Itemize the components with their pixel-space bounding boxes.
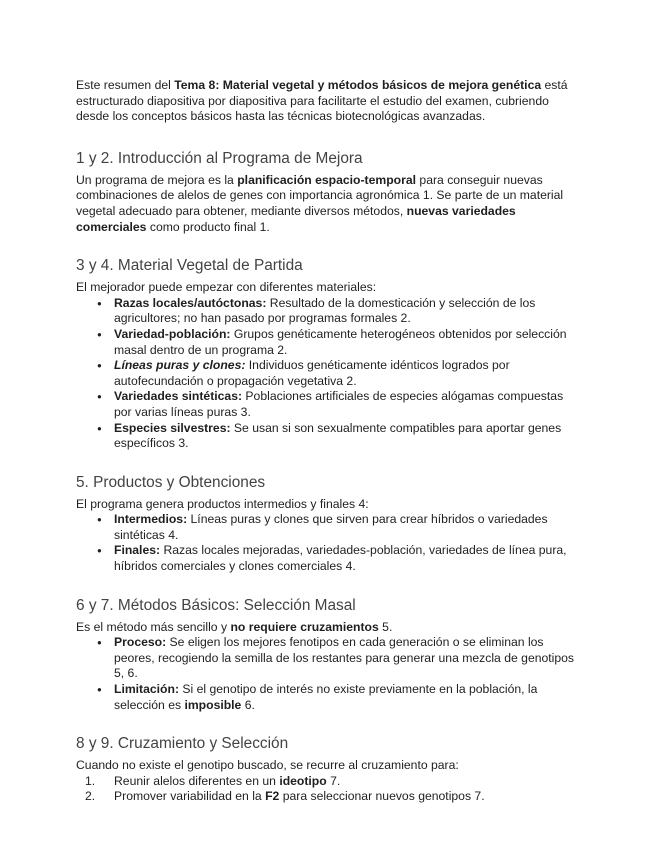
section-title: 3 y 4. Material Vegetal de Partida [76, 257, 303, 275]
list-item [76, 543, 580, 574]
section-productos [76, 473, 580, 575]
list-item [76, 421, 580, 452]
list-item [76, 389, 580, 420]
intro-topic: Tema 8: Material vegetal y métodos básicos de mejora genética [174, 78, 542, 92]
bullet-list [76, 512, 580, 574]
list-item [76, 512, 580, 543]
item-text: 6. [241, 697, 255, 712]
bullet-list [76, 635, 580, 713]
section-lead: El mejorador puede empezar con diferentes materiales: [76, 280, 377, 295]
item-text: Se eligen los mejores fenotipos en cada generación o se eliminan los peores, recogiendo la semilla de los restantes para generar una mezcla de genotipos 5, 6. [114, 635, 575, 681]
item-number: 1. [85, 773, 96, 788]
item-label: Intermedios: [114, 512, 188, 527]
section-paragraph [76, 620, 580, 636]
section-seleccion-masal [76, 596, 580, 714]
item-text: Razas locales mejoradas, variedades-población, variedades de línea pura, híbridos comerciales y clones comerciales 4. [114, 543, 567, 574]
section-lead: El programa genera productos intermedios y finales 4: [76, 496, 369, 511]
list-item [76, 635, 580, 682]
item-text: Poblaciones artificiales de especies alógamas compuestas por varias líneas puras 3. [114, 389, 564, 419]
item-label: Variedades sintéticas: [114, 389, 243, 404]
numbered-list [76, 774, 580, 805]
item-label: Razas locales/autóctonas: [114, 295, 267, 310]
section-title: 5. Productos y Obtenciones [76, 473, 266, 491]
item-text: Líneas puras y clones que sirven para crear híbridos o variedades sintéticas 4. [114, 512, 548, 542]
item-text: para seleccionar nuevos genotipos 7. [279, 789, 485, 804]
item-text: Reunir alelos diferentes en un [114, 773, 280, 788]
paragraph-text: Un programa de mejora es la [76, 172, 238, 187]
item-number: 2. [85, 789, 96, 804]
bold-term: ideotipo [279, 773, 327, 788]
section-cruzamiento [76, 734, 580, 805]
section-paragraph [76, 173, 580, 235]
section-title: 6 y 7. Métodos Básicos: Selección Masal [76, 596, 356, 614]
paragraph-text: Es el método más sencillo y [76, 619, 231, 634]
list-item [76, 774, 580, 790]
item-text: Si el genotipo de interés no existe previamente en la población, la selección es [114, 682, 538, 712]
item-text: Se usan si son sexualmente compatibles para aportar genes específicos 3. [114, 420, 562, 451]
paragraph-text: 5. [378, 619, 393, 634]
bullet-list [76, 296, 580, 452]
list-item [76, 358, 580, 389]
list-item [76, 682, 580, 713]
section-title: 1 y 2. Introducción al Programa de Mejora [76, 149, 363, 167]
item-text: 7. [326, 773, 341, 788]
section-title: 8 y 9. Cruzamiento y Selección [76, 735, 289, 753]
item-label: Proceso: [114, 635, 167, 650]
intro-text-end: está estructurado diapositiva por diapositiva para facilitarte el estudio del examen, cubriendo desde los conceptos básicos hasta las técnicas biotecnológicas avanzadas. [76, 78, 568, 124]
item-text: Promover variabilidad en la [114, 789, 266, 804]
bold-term: planificación espacio-temporal [237, 172, 417, 187]
bold-term: F2 [265, 789, 280, 804]
document-content [76, 78, 580, 826]
list-item [76, 789, 580, 805]
paragraph-text: como producto final 1. [146, 219, 270, 234]
item-label: Limitación: [114, 682, 180, 697]
section-lead: Cuando no existe el genotipo buscado, se recurre al cruzamiento para: [76, 758, 459, 773]
bold-term: no requiere cruzamientos [230, 619, 379, 634]
list-item [76, 327, 580, 358]
item-text: Individuos genéticamente idénticos logrados por autofecundación o propagación vegetativa 2. [114, 358, 510, 388]
item-label: Finales: [114, 543, 161, 558]
list-item [76, 296, 580, 327]
intro-text: Este resumen del [76, 78, 175, 92]
item-text: Grupos genéticamente heterogéneos obtenidos por selección masal dentro de un programa 2. [114, 326, 567, 357]
item-label: Especies silvestres: [114, 420, 231, 435]
bold-term: nuevas variedades comerciales [76, 203, 516, 234]
item-label: Variedad-población: [114, 326, 231, 341]
paragraph-text: para conseguir nuevas combinaciones de alelos de genes con importancia agronómica 1. Se parte de un material vegetal adecuado para obtener, mediante diversos métodos, [76, 172, 564, 218]
item-label: Líneas puras y clones: [114, 358, 246, 373]
intro-paragraph [76, 78, 580, 125]
item-text: Resultado de la domesticación y selección de los agricultores; no han pasado por programas formales 2. [114, 295, 536, 326]
section-material-vegetal [76, 256, 580, 452]
bold-term: imposible [184, 697, 242, 712]
section-introduccion [76, 149, 580, 235]
